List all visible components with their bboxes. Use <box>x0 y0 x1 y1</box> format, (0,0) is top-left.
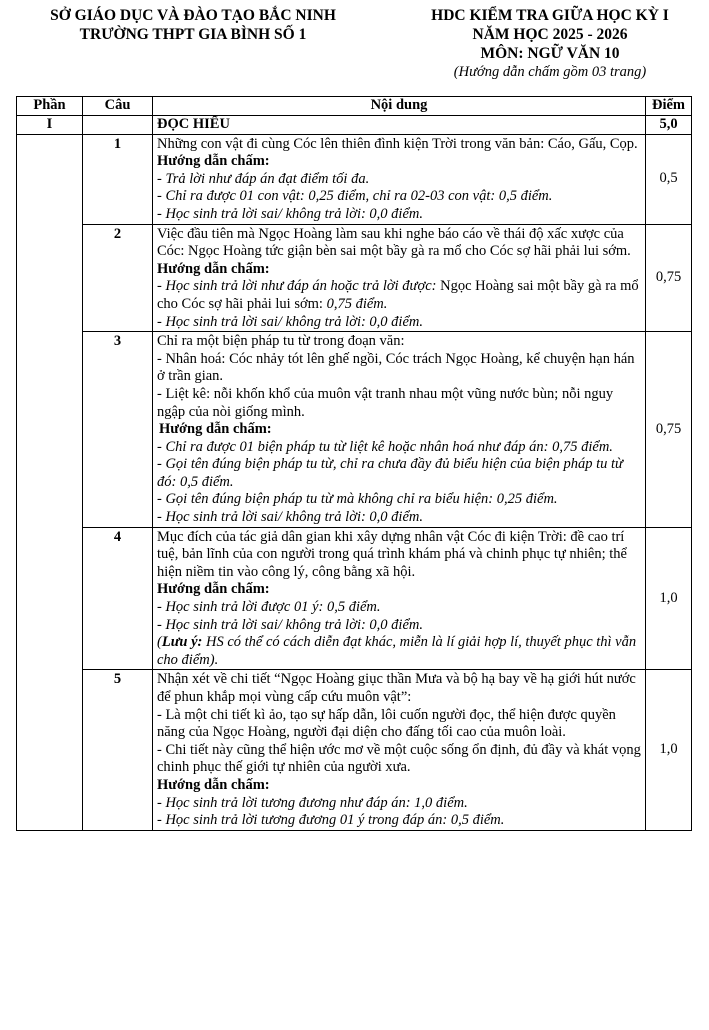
guide-normal: Ngọc Hoàng sai một bầy gà ra mổ cho Cóc sợ hãi phải lui sớm: <box>157 278 639 312</box>
question-score: 0,5 <box>646 134 692 224</box>
question-content <box>153 527 646 670</box>
guide-italic: - Học sinh trả lời như đáp án hoặc trả lời được: <box>157 278 437 295</box>
guide-line: - Học sinh trả lời tương đương như đáp án: 1,0 điểm. <box>157 794 468 811</box>
question-number: 1 <box>83 134 153 224</box>
guide-label: Hướng dẫn chấm: <box>159 421 272 438</box>
part-number: I <box>17 116 83 135</box>
table-row <box>17 224 692 332</box>
guide-line: - Học sinh trả lời sai/ không trả lời: 0,0 điểm. <box>157 616 423 633</box>
page-count-note: (Hướng dẫn chấm gồm 03 trang) <box>453 64 647 80</box>
answer-text: - Chi tiết này cũng thể hiện ước mơ về một cuộc sống ổn định, đủ đầy và khát vọng chinh phục thế giới tự nhiên của người xưa. <box>157 741 641 776</box>
question-content <box>153 670 646 830</box>
col-header-cau: Câu <box>83 97 153 116</box>
note-text: HS có thể có cách diễn đạt khác, miễn là lí giải hợp lí, thuyết phục thì vẫn cho điểm). <box>157 634 637 668</box>
question-content <box>153 332 646 528</box>
col-header-diem: Điểm <box>646 97 692 116</box>
question-score: 0,75 <box>646 332 692 528</box>
answer-text: Mục đích của tác giả dân gian khi xây dựng nhân vật Cóc đi kiện Trời: đề cao trí tuệ, bản lĩnh của con người trong quá trình khám phá và chinh phục tự nhiên; thể hiện niềm tin vào công lý, công bằng xã hội. <box>157 528 627 580</box>
table-row <box>17 527 692 670</box>
part-title: ĐỌC HIỂU <box>153 116 646 135</box>
answer-text: - Nhân hoá: Cóc nhảy tót lên ghế ngồi, Cóc trách Ngọc Hoàng, kể chuyện hạn hán ở trần gian. <box>157 350 635 385</box>
guide-line: - Gọi tên đúng biện pháp tu từ mà không chỉ ra biểu hiện: 0,25 điểm. <box>157 491 558 508</box>
guide-line: - Học sinh trả lời sai/ không trả lời: 0,0 điểm. <box>157 313 423 330</box>
table-row <box>17 134 692 224</box>
question-number: 3 <box>83 332 153 528</box>
question-number: 2 <box>83 224 153 332</box>
school-name: TRƯỜNG THPT GIA BÌNH SỐ 1 <box>79 26 307 43</box>
guide-label: Hướng dẫn chấm: <box>157 260 270 277</box>
guide-line: - Học sinh trả lời sai/ không trả lời: 0,0 điểm. <box>157 205 423 222</box>
question-score: 1,0 <box>646 670 692 830</box>
guide-line: - Gọi tên đúng biện pháp tu từ, chỉ ra chưa đầy đủ biểu hiện của biện pháp tu từ đó: 0,5 điểm. <box>157 456 623 490</box>
guide-label: Hướng dẫn chấm: <box>157 581 270 598</box>
answer-text: - Liệt kê: nỗi khốn khổ của muôn vật tranh nhau một vũng nước bùn; nỗi nguy ngập của nòi giống mình. <box>157 385 614 420</box>
document-header <box>0 6 709 92</box>
note-line: (Lưu ý: HS có thể có cách diễn đạt khác, miễn là lí giải hợp lí, thuyết phục thì vẫn cho điểm). <box>157 634 637 668</box>
guide-label: Hướng dẫn chấm: <box>157 153 270 170</box>
guide-line: - Học sinh trả lời sai/ không trả lời: 0,0 điểm. <box>157 509 423 526</box>
question-number: 5 <box>83 670 153 830</box>
note-label: Lưu ý: <box>161 634 203 651</box>
guide-line: - Chỉ ra được 01 con vật: 0,25 điểm, chỉ ra 02-03 con vật: 0,5 điểm. <box>157 188 553 205</box>
guide-line-mixed <box>157 278 641 313</box>
guide-line: - Học sinh trả lời tương đương 01 ý trong đáp án: 0,5 điểm. <box>157 812 505 829</box>
answer-text: Nhận xét về chi tiết “Ngọc Hoàng giục thần Mưa và bộ hạ bay về hạ giới hút nước để phun khắp mọi vùng cấp cứu muôn vật”: <box>157 671 636 705</box>
phan-cell-empty <box>17 134 83 830</box>
col-header-noidung: Nội dung <box>153 97 646 116</box>
part-score: 5,0 <box>646 116 692 135</box>
answer-text: Những con vật đi cùng Cóc lên thiên đình kiện Trời trong văn bản: Cáo, Gấu, Cọp. <box>157 135 638 152</box>
header-right <box>400 6 700 81</box>
table-header-row <box>17 97 692 116</box>
department-name: SỞ GIÁO DỤC VÀ ĐÀO TẠO BẮC NINH <box>50 7 336 24</box>
guide-line: - Chỉ ra được 01 biện pháp tu từ liệt kê hoặc nhân hoá như đáp án: 0,75 điểm. <box>157 438 613 455</box>
table-row <box>17 332 692 528</box>
answer-text: Việc đầu tiên mà Ngọc Hoàng làm sau khi nghe báo cáo về thái độ xấc xược của Cóc: Ngọc Hoàng tức giận bèn sai một bầy gà ra mổ cho Cóc sợ hãi phải lui sớm. <box>157 225 631 260</box>
table-row <box>17 670 692 830</box>
answer-text: Chỉ ra một biện pháp tu từ trong đoạn văn: <box>157 333 405 350</box>
header-left <box>8 6 378 44</box>
question-number: 4 <box>83 527 153 670</box>
question-score: 0,75 <box>646 224 692 332</box>
guide-line: - Trả lời như đáp án đạt điểm tối đa. <box>157 170 370 187</box>
subject: MÔN: NGỮ VĂN 10 <box>480 45 620 62</box>
question-score: 1,0 <box>646 527 692 670</box>
guide-italic-score: 0,75 điểm. <box>322 295 388 312</box>
question-content <box>153 224 646 332</box>
part-row <box>17 116 692 135</box>
question-content <box>153 134 646 224</box>
grading-table <box>16 96 692 831</box>
guide-line: - Học sinh trả lời được 01 ý: 0,5 điểm. <box>157 599 381 616</box>
col-header-phan: Phần <box>17 97 83 116</box>
school-year: NĂM HỌC 2025 - 2026 <box>472 26 628 43</box>
doc-title: HDC KIỂM TRA GIỮA HỌC KỲ I <box>431 7 669 24</box>
answer-text: - Là một chi tiết kì ảo, tạo sự hấp dẫn, lôi cuốn người đọc, thể hiện được quyền năng của Ngọc Hoàng, người đại diện cho đấng tối cao của muôn loài. <box>157 706 616 741</box>
part-cau-empty <box>83 116 153 135</box>
guide-label: Hướng dẫn chấm: <box>157 776 270 793</box>
